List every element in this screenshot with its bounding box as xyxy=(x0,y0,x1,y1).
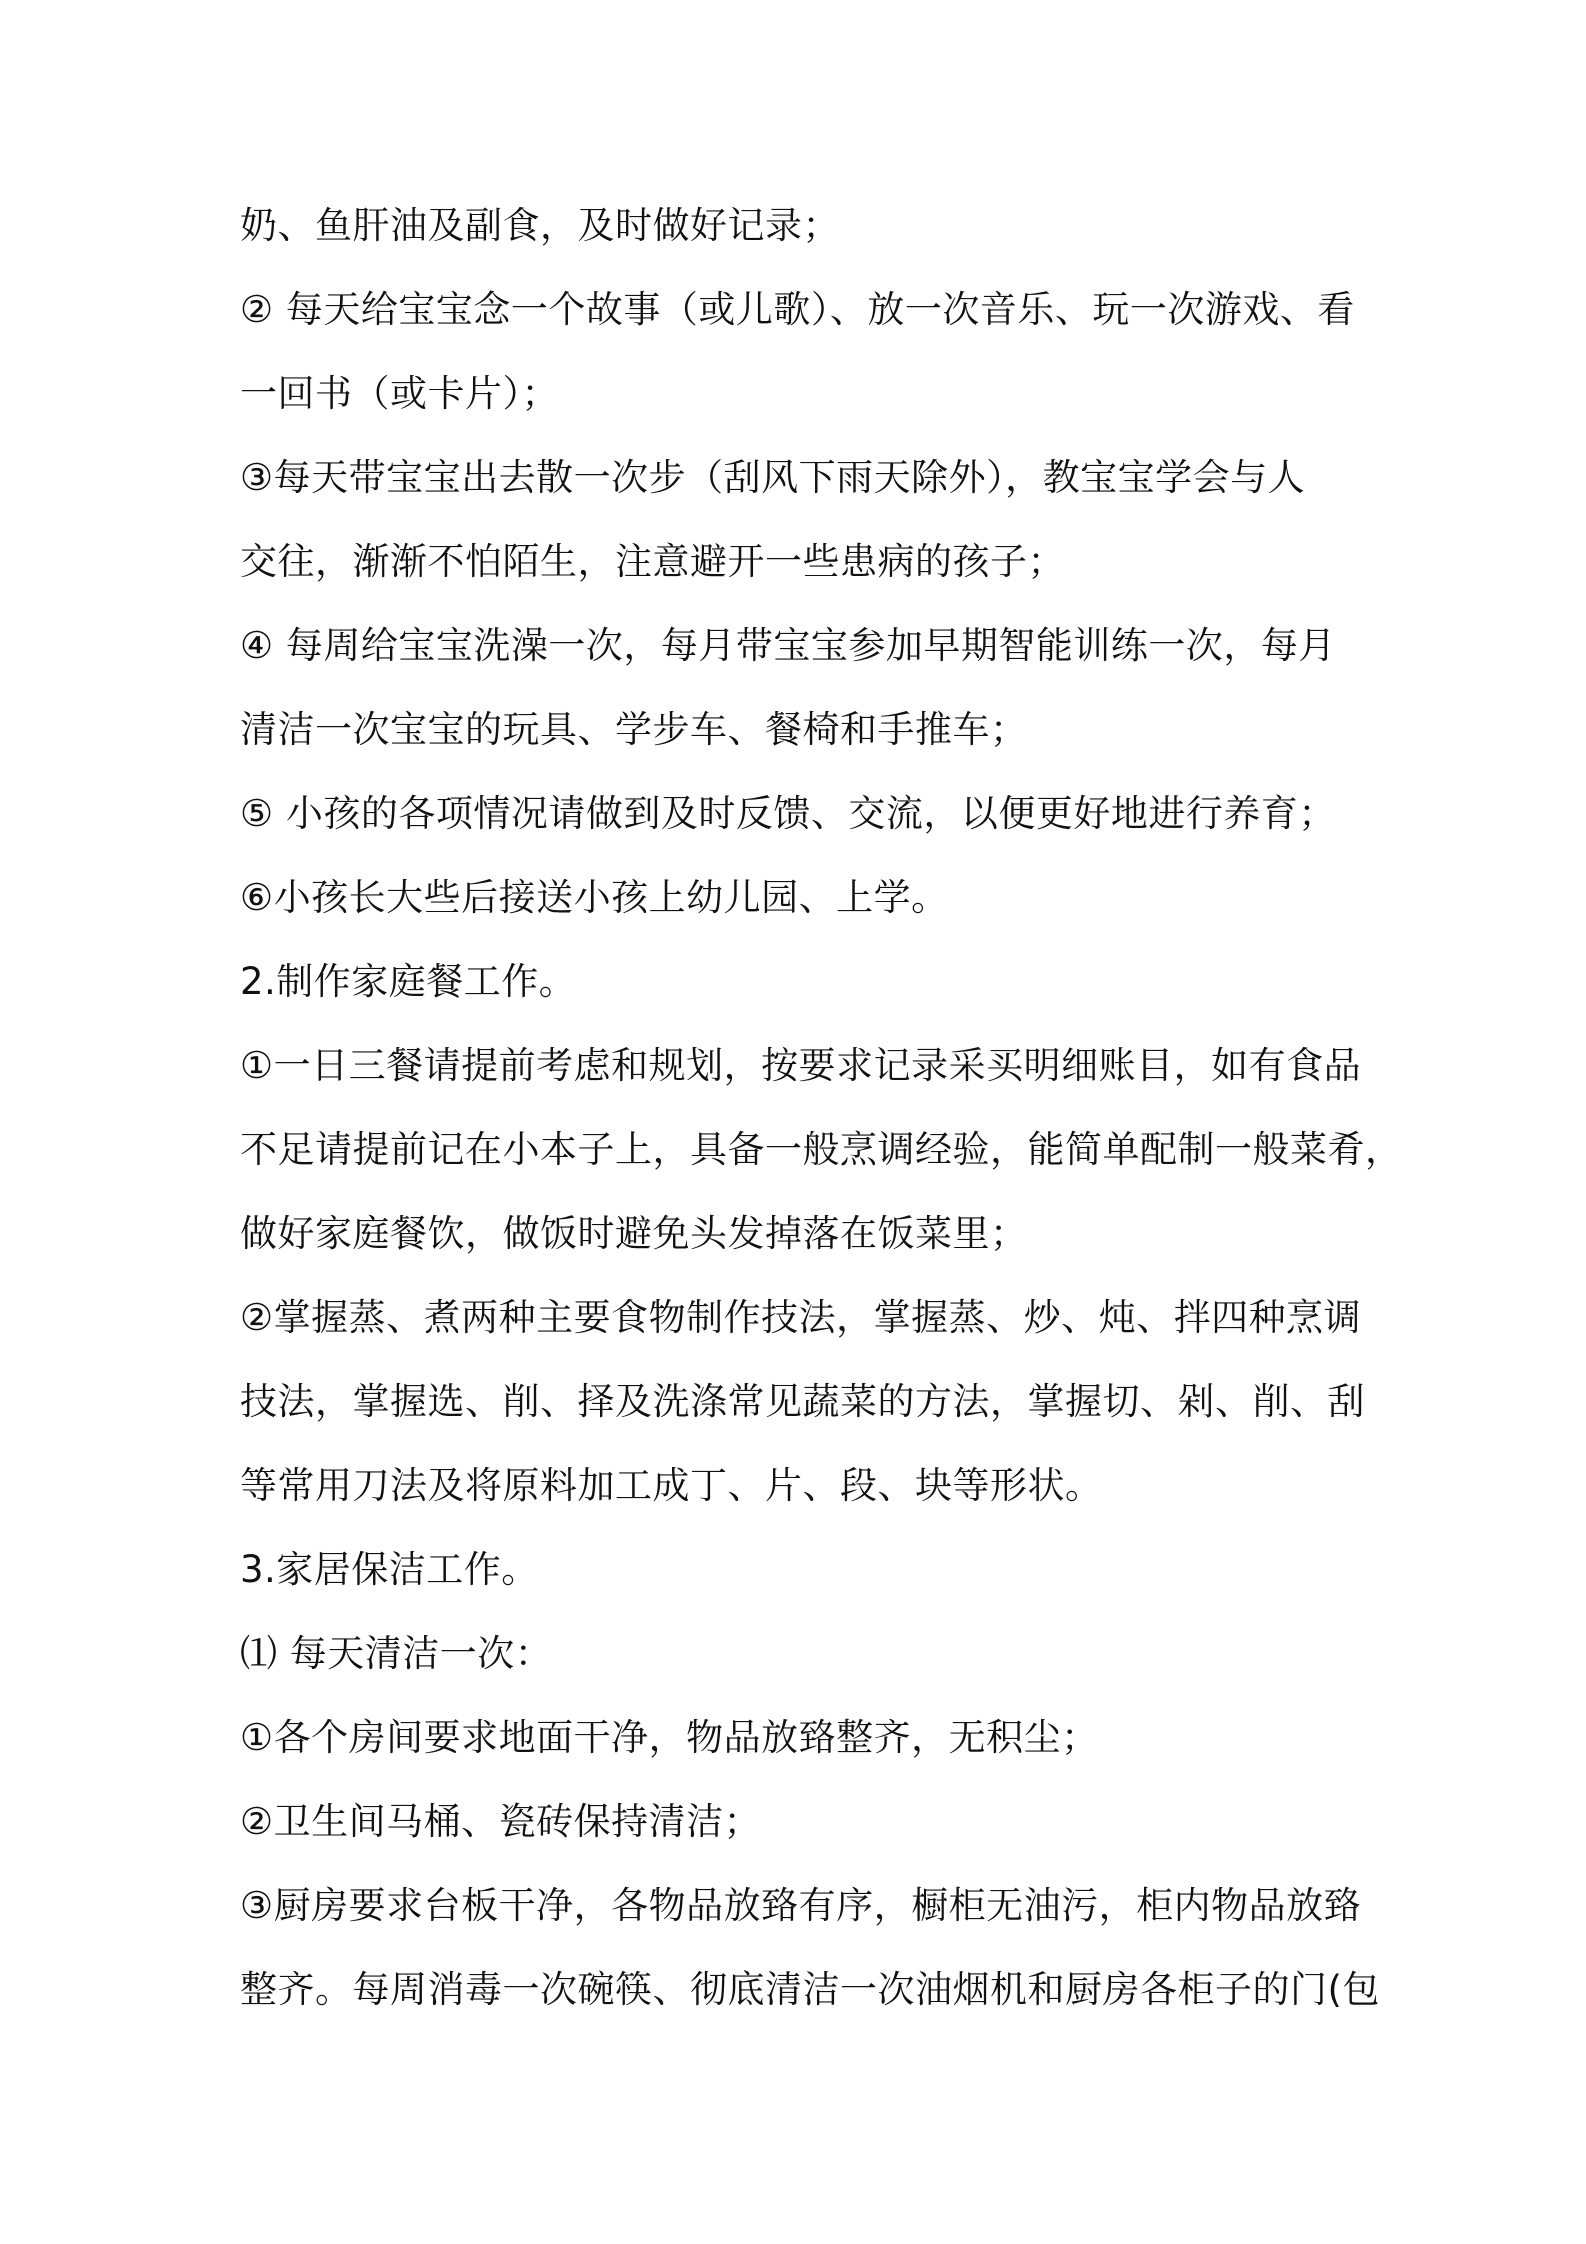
section-heading: 3.家居保洁工作。 xyxy=(240,1548,539,1591)
text-line: 不足请提前记在小本子上，具备一般烹调经验，能简单配制一般菜肴， xyxy=(240,1128,1403,1171)
text-line: 技法，掌握选、削、择及洗涤常见蔬菜的方法，掌握切、剁、削、刮 xyxy=(240,1380,1365,1423)
text-line: ⑤ 小孩的各项情况请做到及时反馈、交流，以便更好地进行养育； xyxy=(240,792,1336,835)
text-line: ①各个房间要求地面干净，物品放臵整齐，无积尘； xyxy=(240,1716,1099,1759)
text-line: ④ 每周给宝宝洗澡一次，每月带宝宝参加早期智能训练一次，每月 xyxy=(240,624,1336,667)
text-line: ③厨房要求台板干净，各物品放臵有序，橱柜无油污，柜内物品放臵 xyxy=(240,1884,1362,1927)
text-line: ③每天带宝宝出去散一次步（刮风下雨天除外），教宝宝学会与人 xyxy=(240,456,1306,499)
section-heading: 2.制作家庭餐工作。 xyxy=(240,960,577,1003)
text-line: 清洁一次宝宝的玩具、学步车、餐椅和手推车； xyxy=(240,708,1028,751)
text-line: 做好家庭餐饮，做饭时避免头发掉落在饭菜里； xyxy=(240,1212,1028,1255)
text-line: 一回书（或卡片）； xyxy=(240,372,559,415)
text-line: ②掌握蒸、煮两种主要食物制作技法，掌握蒸、炒、炖、拌四种烹调 xyxy=(240,1296,1362,1339)
text-line: 整齐。每周消毒一次碗筷、彻底清洁一次油烟机和厨房各柜子的门(包 xyxy=(240,1968,1380,2011)
text-line: 奶、鱼肝油及副食，及时做好记录； xyxy=(240,204,840,247)
text-line: 交往，渐渐不怕陌生，注意避开一些患病的孩子； xyxy=(240,540,1065,583)
text-line: 等常用刀法及将原料加工成丁、片、段、块等形状。 xyxy=(240,1464,1103,1507)
text-line: ①一日三餐请提前考虑和规划，按要求记录采买明细账目，如有食品 xyxy=(240,1044,1362,1087)
text-line: ⑥小孩长大些后接送小孩上幼儿园、上学。 xyxy=(240,876,949,919)
text-line: ②卫生间马桶、瓷砖保持清洁； xyxy=(240,1800,762,1843)
text-line: ② 每天给宝宝念一个故事（或儿歌）、放一次音乐、玩一次游戏、看 xyxy=(240,288,1355,331)
text-line: ⑴ 每天清洁一次： xyxy=(240,1632,553,1675)
